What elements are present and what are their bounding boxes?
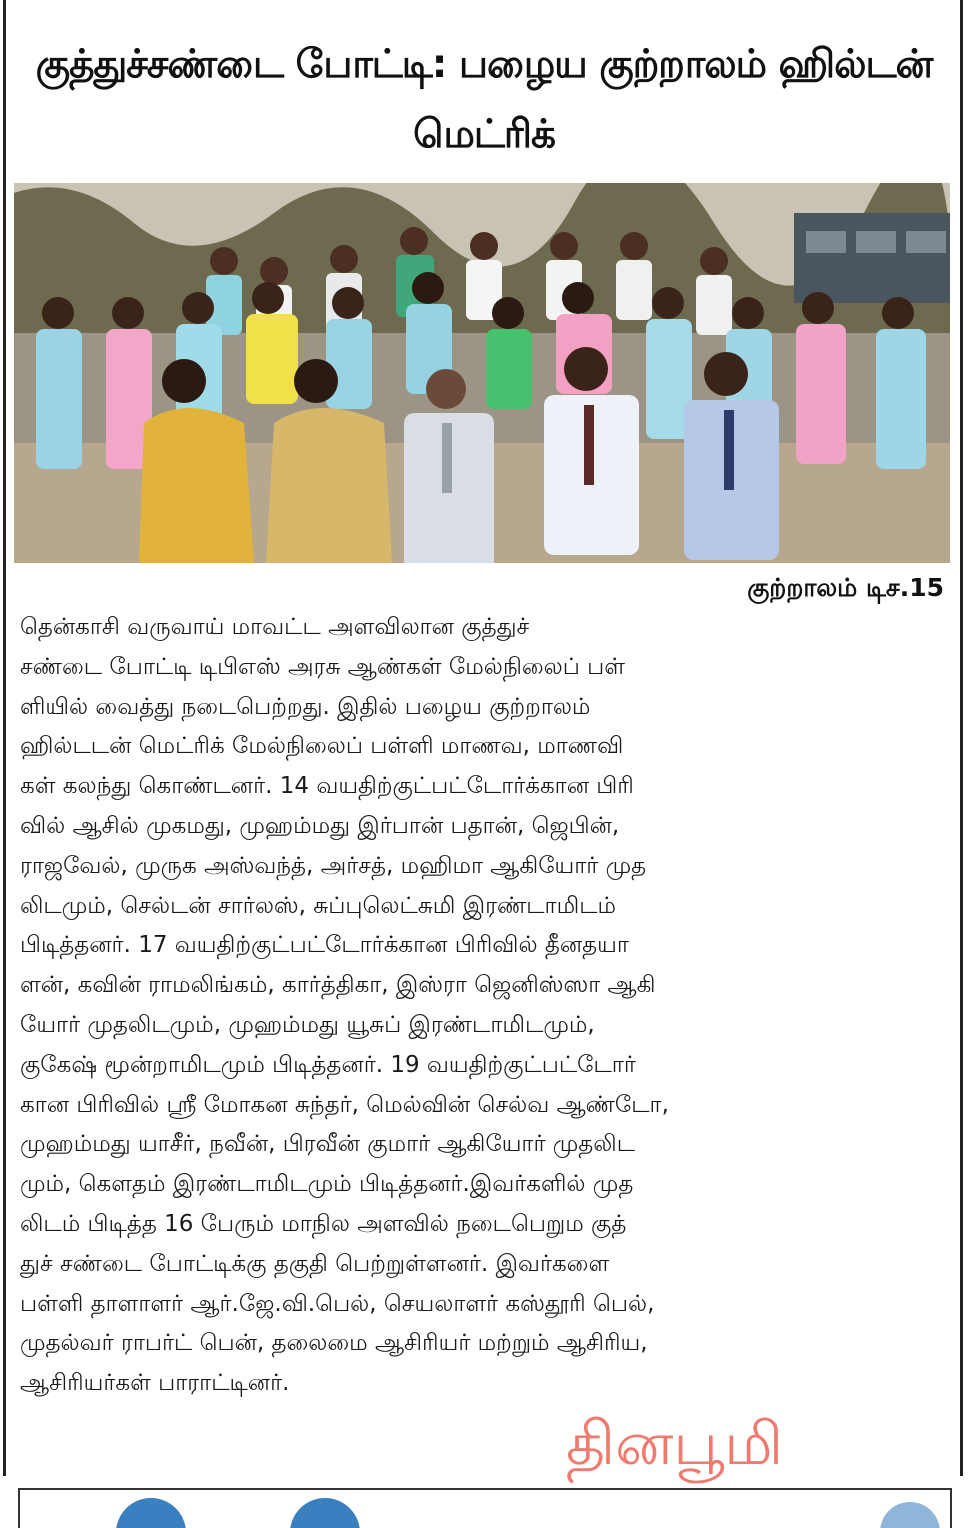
next-article-image-fragment — [290, 1498, 360, 1528]
article-body-line: சண்டை போட்டி டிபிஎஸ் அரசு ஆண்கள் மேல்நிலைப் பள் — [20, 653, 626, 680]
group-photo — [14, 183, 950, 563]
article-body-line: ராஜவேல், முருக அஸ்வந்த், அர்சத், மஹிமா ஆகியோர் முத — [20, 852, 647, 879]
article-body-line: ளன், கவின் ராமலிங்கம், கார்த்திகா, இஸ்ரா ஜெனிஸ்ஸா ஆகி — [20, 972, 656, 999]
group-photo-illustration — [14, 183, 950, 563]
article-body-line: துச் சண்டை போட்டிக்கு தகுதி பெற்றுள்ளனர். இவர்களை — [20, 1250, 610, 1277]
article-body-line: கான பிரிவில் ஸ்ரீ மோகன சுந்தர், மெல்வின் செல்வ ஆண்டோ, — [20, 1091, 669, 1118]
headline-line-1: குத்துச்சண்டை போட்டி: பழைய குற்றாலம் ஹில்டன் மெட்ரிக் — [35, 42, 933, 157]
publication-logo: தினபூமி — [566, 1409, 784, 1479]
article-body-line: முஹம்மது யாசீர், நவீன், பிரவீன் குமார் ஆகியோர் முதலிட — [20, 1131, 636, 1158]
article-body-line: பிடித்தனர். 17 வயதிற்குட்பட்டோர்க்கான பிரிவில் தீனதயா — [20, 932, 629, 959]
next-article-strip — [18, 1488, 952, 1528]
article-body-line: ஹில்டடன் மெட்ரிக் மேல்நிலைப் பள்ளி மாணவ, மாணவி — [20, 733, 624, 760]
article-body-line: ளியில் வைத்து நடைபெற்றது. இதில் பழைய குற்றாலம் — [20, 693, 591, 720]
article-body-line: ஆசிரியர்கள் பாராட்டினர். — [20, 1370, 290, 1397]
article-body-line: யோர் முதலிடமும், முஹம்மது யூசுப் இரண்டாமிடமும், — [20, 1011, 595, 1038]
article-body-line: லிடம் பிடித்த 16 பேரும் மாநில அளவில் நடைபெறும குத் — [20, 1210, 627, 1237]
article-body-line: தென்காசி வருவாய் மாவட்ட அளவிலான குத்துச் — [20, 614, 530, 640]
article-body-line: கள் கலந்து கொண்டனர். 14 வயதிற்குட்பட்டோர்க்கான பிரி — [20, 773, 634, 800]
next-article-image-fragment — [880, 1502, 940, 1528]
article-body-line: முதல்வர் ராபர்ட் பென், தலைமை ஆசிரியர் மற்றும் ஆசிரிய, — [20, 1330, 648, 1357]
article-body — [20, 608, 948, 1404]
dateline: குற்றாலம் டிச.15 — [747, 573, 944, 602]
article-body-line: மும், கௌதம் இரண்டாமிடமும் பிடித்தனர்.இவர்களில் முத — [20, 1171, 634, 1198]
article-body-line: பள்ளி தாளாளர் ஆர்.ஜே.வி.பெல், செயலாளர் கஸ்தூரி பெல், — [20, 1290, 655, 1317]
article-body-line: குகேஷ் மூன்றாமிடமும் பிடித்தனர். 19 வயதிற்குட்பட்டோர் — [20, 1051, 636, 1078]
article-body-line: வில் ஆசில் முகமது, முஹம்மது இர்பான் பதான், ஜெபின், — [20, 812, 620, 839]
next-article-image-fragment — [116, 1498, 186, 1528]
article-body-line: லிடமும், செல்டன் சார்லஸ், சுப்புலெட்சுமி இரண்டாமிடம் — [20, 892, 617, 919]
